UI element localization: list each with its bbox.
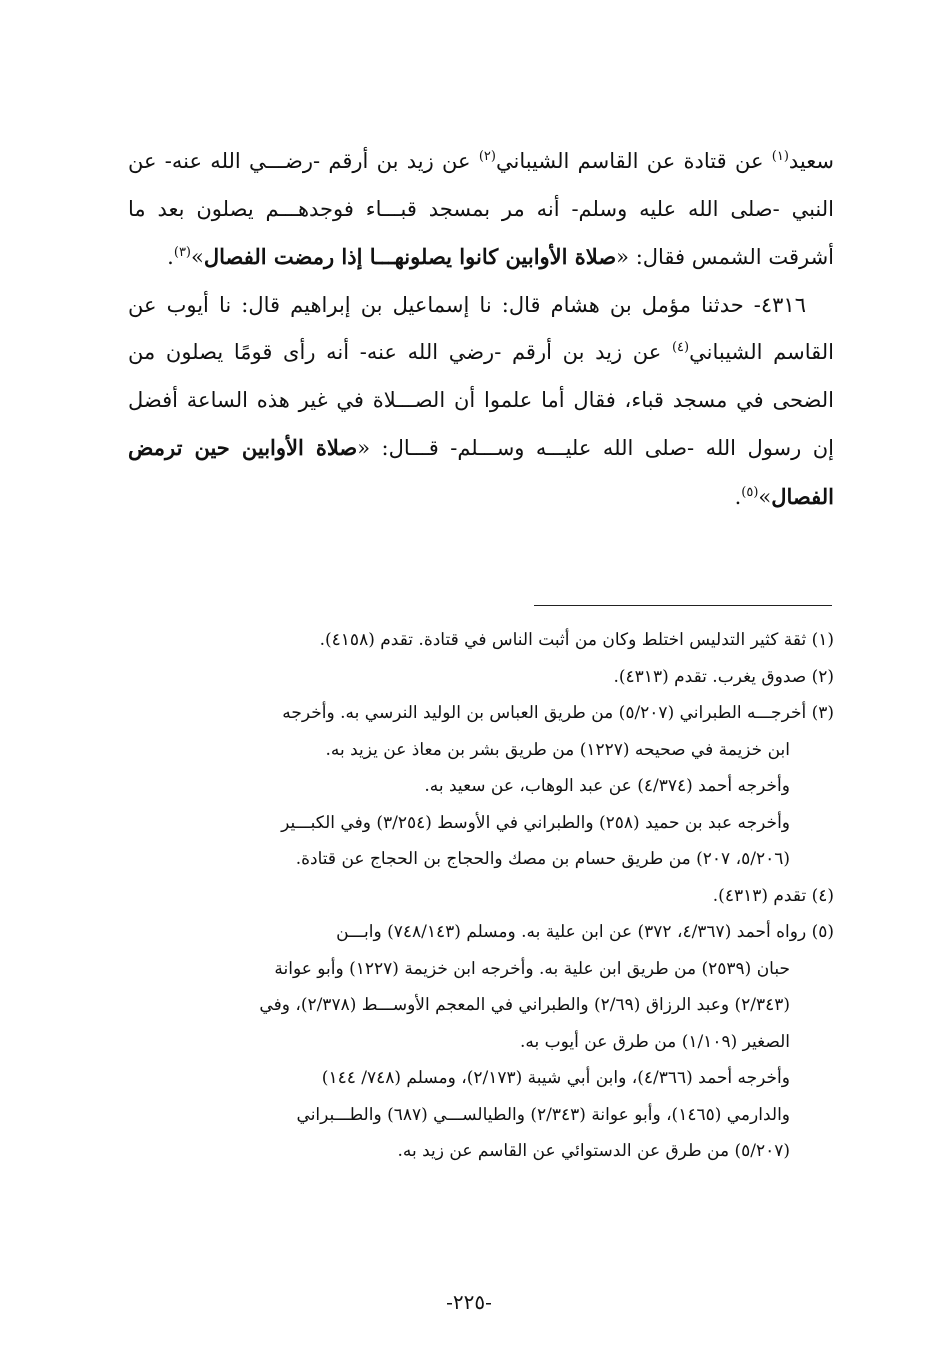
- main-text: [128, 138, 834, 521]
- footnote-ref-4[interactable]: (٤): [671, 340, 690, 355]
- footnote-line: (٥/٢٠٦، ٢٠٧) من طريق حسام بن مصك والحجاج بن الحجاج عن قتادة.: [295, 849, 790, 869]
- hadith-text-bold: صلاة الأوابين كانوا يصلونهـــا إذا رمضت الفصال: [203, 244, 617, 269]
- footnote-line: (٢/٣٤٣) وعبد الرزاق (٢/٦٩) والطبراني في المعجم الأوســـط (٢/٣٧٨)، وفي: [259, 995, 790, 1015]
- footnote-line: (١) ثقة كثير التدليس اختلط وكان من أثبت الناس في قتادة. تقدم (٤١٥٨).: [319, 630, 834, 650]
- footnote-line: والدارمي (١٤٦٥)، وأبو عوانة (٢/٣٤٣) والطيالســـي (٦٨٧) والطـــبراني: [296, 1104, 790, 1125]
- footnote-line: (٤) تقدم (٤٣١٣).: [712, 885, 834, 906]
- footnotes: [128, 622, 834, 1170]
- footnote-ref-2[interactable]: (٢): [478, 149, 496, 164]
- footnote-line: (٥/٢٠٧) من طرق عن الدستوائي عن القاسم عن زيد به.: [397, 1141, 790, 1161]
- footnote-line: (٣) أخرجـــه الطبراني (٥/٢٠٧) من طريق العباس بن الوليد النرسي به. وأخرجه: [282, 703, 834, 723]
- page-number: -٢٢٥-: [446, 1290, 492, 1314]
- footnote-line: ابن خزيمة في صحيحه (١٢٢٧) من طريق بشر بن معاذ عن يزيد به.: [325, 739, 790, 760]
- paragraph-hadith-4315-continuation: سعيد$^{(١)}$ عن قتادة عن القاسم الشيباني$^{(٢)}$ عن زيد بن أرقم -رضـــي الله عنه- عن النبي -صلى الله عليه وسلم- أنه مر بمسجد قبـــاء فوجدهـــم يصلون بعد ما أشرقت الشمس فقال: «صلاة الأوابين كانوا يصلونهـــا إذا رمضت الفصال»$^{(٣)}$.: [128, 149, 834, 269]
- footnote-ref-5[interactable]: (٥): [741, 484, 759, 500]
- footnote-line: وأخرجه أحمد (٤/٣٦٦)، وابن أبي شيبة (٢/١٧٣)، ومسلم (٧٤٨/ ١٤٤): [321, 1068, 790, 1088]
- footnote-line: حبان (٢٥٣٩) من طريق ابن علية به. وأخرجه ابن خزيمة (١٢٢٧) وأبو عوانة: [274, 958, 790, 979]
- footnote-ref-1[interactable]: (١): [771, 149, 789, 164]
- paragraph-hadith-4316: ٤٣١٦- حدثنا مؤمل بن هشام قال: نا إسماعيل بن إبراهيم قال: نا أيوب عن القاسم الشيباني$^{(٤)}$ عن زيد بن أرقم -رضي الله عنه- أنه رأى قومًا يصلون من الضحى في مسجد قباء، فقال أما علموا أن الصـــلاة في غير هذه الساعة أفضل إن رسول الله -صلى الله عليـــه وســـلم- قـــال: «صلاة الأوابين حين ترمض الفصال»$^{(٥)}$.: [128, 292, 834, 509]
- footnote-line: (٢) صدوق يغرب. تقدم (٤٣١٣).: [613, 666, 834, 687]
- hadith-text-bold: صلاة الأوابين حين ترمض الفصال: [128, 435, 834, 509]
- footnote-line: وأخرجه عبد بن حميد (٢٥٨) والطبراني في الأوسط (٣/٢٥٤) وفي الكبـــير: [281, 812, 790, 833]
- footnote-line: وأخرجه أحمد (٤/٣٧٤) عن عبد الوهاب، عن سعيد به.: [424, 776, 790, 796]
- footnote-ref-3[interactable]: (٣): [173, 245, 191, 260]
- footnote-line: الصغير (١/١٠٩) من طرق عن أيوب به.: [519, 1031, 790, 1052]
- footnote-separator: [534, 605, 832, 606]
- footnote-line: (٥) رواه أحمد (٤/٣٦٧، ٣٧٢) عن ابن علية به. ومسلم (٧٤٨/١٤٣) وابـــن: [336, 922, 834, 942]
